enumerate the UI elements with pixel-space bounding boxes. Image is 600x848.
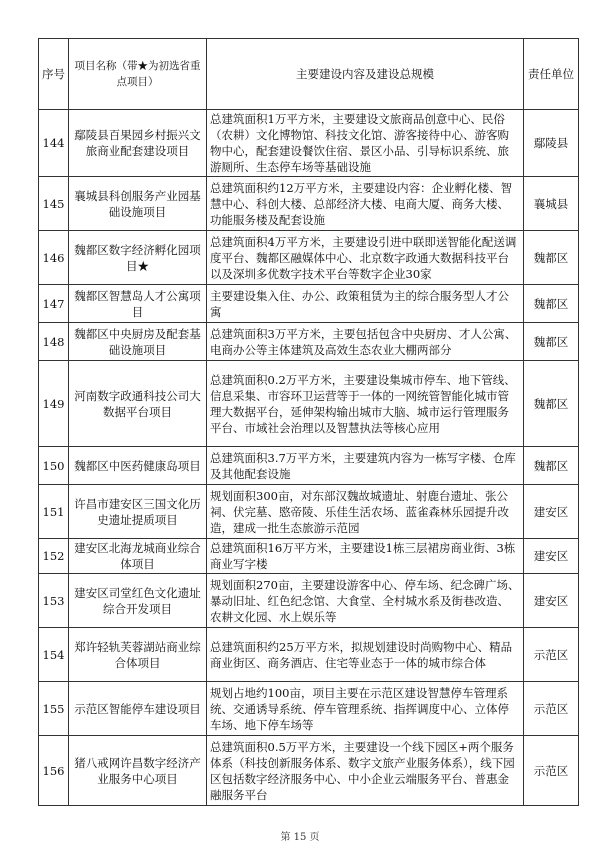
- table-row: [39, 361, 579, 447]
- row-project-name: 猪八戒网许昌数字经济产业服务中心项目: [69, 736, 207, 806]
- row-unit: 示范区: [524, 628, 579, 682]
- row-project-name: 襄城县科创服务产业园基础设施项目: [69, 177, 207, 231]
- row-unit: 魏都区: [524, 323, 579, 361]
- table-row: [39, 485, 579, 539]
- row-num: 149: [39, 361, 69, 447]
- row-unit: 魏都区: [524, 231, 579, 285]
- header-content: 主要建设内容及建设总规模: [207, 39, 524, 110]
- table-row: [39, 177, 579, 231]
- row-project-name: 建安区司堂红色文化遗址综合开发项目: [69, 574, 207, 628]
- table-row: [39, 231, 579, 285]
- table-row: [39, 736, 579, 806]
- row-content: 规划面积270亩，主要建设游客中心、停车场、纪念碑广场、暴动旧址、红色纪念馆、大食堂、全村城水系及街巷改造、农耕文化园、水上娱乐等: [207, 574, 524, 628]
- row-unit: 示范区: [524, 682, 579, 736]
- row-content: 规划占地约100亩，项目主要在示范区建设智慧停车管理系统、交通诱导系统、停车管理系统、指挥调度中心、立体停车场、地下停车场等: [207, 682, 524, 736]
- row-project-name: 鄢陵县百果园乡村振兴文旅商业配套建设项目: [69, 110, 207, 177]
- row-num: 155: [39, 682, 69, 736]
- row-num: 148: [39, 323, 69, 361]
- header-num: 序号: [39, 39, 69, 110]
- table-row: [39, 110, 579, 177]
- row-num: 144: [39, 110, 69, 177]
- row-project-name: 许昌市建安区三国文化历史遗址提质项目: [69, 485, 207, 539]
- table-header-row: [39, 39, 579, 110]
- row-num: 145: [39, 177, 69, 231]
- row-project-name: 郑许轻轨芙蓉湖站商业综合体项目: [69, 628, 207, 682]
- row-content: 主要建设集入住、办公、政策租赁为主的综合服务型人才公寓: [207, 285, 524, 323]
- table-row: [39, 574, 579, 628]
- table-row: [39, 539, 579, 574]
- row-num: 150: [39, 447, 69, 485]
- row-project-name: 河南数字政通科技公司大数据平台项目: [69, 361, 207, 447]
- row-content: 总建筑面积约12万平方米，主要建设内容：企业孵化楼、智慧中心、科创大楼、总部经济大楼、电商大厦、商务大楼、功能服务楼及配套设施: [207, 177, 524, 231]
- row-num: 154: [39, 628, 69, 682]
- row-content: 总建筑面积4万平方米，主要建设引进中联即送智能化配送调度平台、魏都区融媒体中心、北京数字政通大数据科技平台以及深圳多优数字技术平台等数字企业30家: [207, 231, 524, 285]
- table-row: [39, 628, 579, 682]
- row-content: 总建筑面积0.5万平方米，主要建设一个线下园区+两个服务体系（科技创新服务体系、数字文旅产业服务体系），线下园区包括数字经济服务中心、中小企业云端服务平台、普惠金融服务平台: [207, 736, 524, 806]
- row-project-name: 魏都区智慧岛人才公寓项目: [69, 285, 207, 323]
- row-project-name: 魏都区数字经济孵化园项目★: [69, 231, 207, 285]
- table-row: [39, 447, 579, 485]
- row-num: 152: [39, 539, 69, 574]
- project-table-sheet: [38, 38, 574, 806]
- row-unit: 魏都区: [524, 285, 579, 323]
- row-unit: 建安区: [524, 539, 579, 574]
- row-unit: 襄城县: [524, 177, 579, 231]
- row-unit: 示范区: [524, 736, 579, 806]
- row-num: 151: [39, 485, 69, 539]
- table-row: [39, 682, 579, 736]
- row-project-name: 魏都区中央厨房及配套基础设施项目: [69, 323, 207, 361]
- row-project-name: 建安区北海龙城商业综合体项目: [69, 539, 207, 574]
- project-table: [38, 38, 579, 806]
- row-content: 总建筑面积1万平方米，主要建设文旅商品创意中心、民俗（农耕）文化博物馆、科技文化馆、游客接待中心、游客购物中心，配套建设餐饮住宿、景区小品、引导标识系统、旅游厕所、生态停车场等基础设施: [207, 110, 524, 177]
- row-num: 147: [39, 285, 69, 323]
- row-content: 规划面积300亩，对东部汉魏故城遗址、射鹿台遗址、张公祠、伏完墓、愍帝陵、乐佳生活农场、蓝雀森林乐园提升改造，建成一批生态旅游示范园: [207, 485, 524, 539]
- header-unit: 责任单位: [524, 39, 579, 110]
- row-content: 总建筑面积3万平方米，主要包括包含中央厨房、才人公寓、电商办公等主体建筑及高效生态农业大棚两部分: [207, 323, 524, 361]
- page-footer: 第 15 页: [280, 832, 320, 843]
- header-name: 项目名称（带★为初选省重点项目）: [69, 39, 207, 110]
- table-row: [39, 323, 579, 361]
- row-num: 153: [39, 574, 69, 628]
- row-content: 总建筑面积约25万平方米，拟规划建设时尚购物中心、精品商业街区、商务酒店、住宅等业态于一体的城市综合体: [207, 628, 524, 682]
- row-unit: 建安区: [524, 574, 579, 628]
- table-row: [39, 285, 579, 323]
- row-project-name: 魏都区中医药健康岛项目: [69, 447, 207, 485]
- row-num: 146: [39, 231, 69, 285]
- row-content: 总建筑面积0.2万平方米，主要建设集城市停车、地下管线、信息采集、市容环卫运营等于一体的一网统管智能化城市管理大数据平台，延伸架构输出城市大脑、城市运行管理服务平台、市域社会治理以及智慧执法等核心应用: [207, 361, 524, 447]
- row-content: 总建筑面积16万平方米，主要建设1栋三层裙房商业街、3栋商业写字楼: [207, 539, 524, 574]
- row-unit: 建安区: [524, 485, 579, 539]
- row-unit: 魏都区: [524, 361, 579, 447]
- row-content: 总建筑面积3.7万平方米，主要建筑内容为一栋写字楼、仓库及其他配套设施: [207, 447, 524, 485]
- row-unit: 魏都区: [524, 447, 579, 485]
- row-num: 156: [39, 736, 69, 806]
- row-project-name: 示范区智能停车建设项目: [69, 682, 207, 736]
- row-unit: 鄢陵县: [524, 110, 579, 177]
